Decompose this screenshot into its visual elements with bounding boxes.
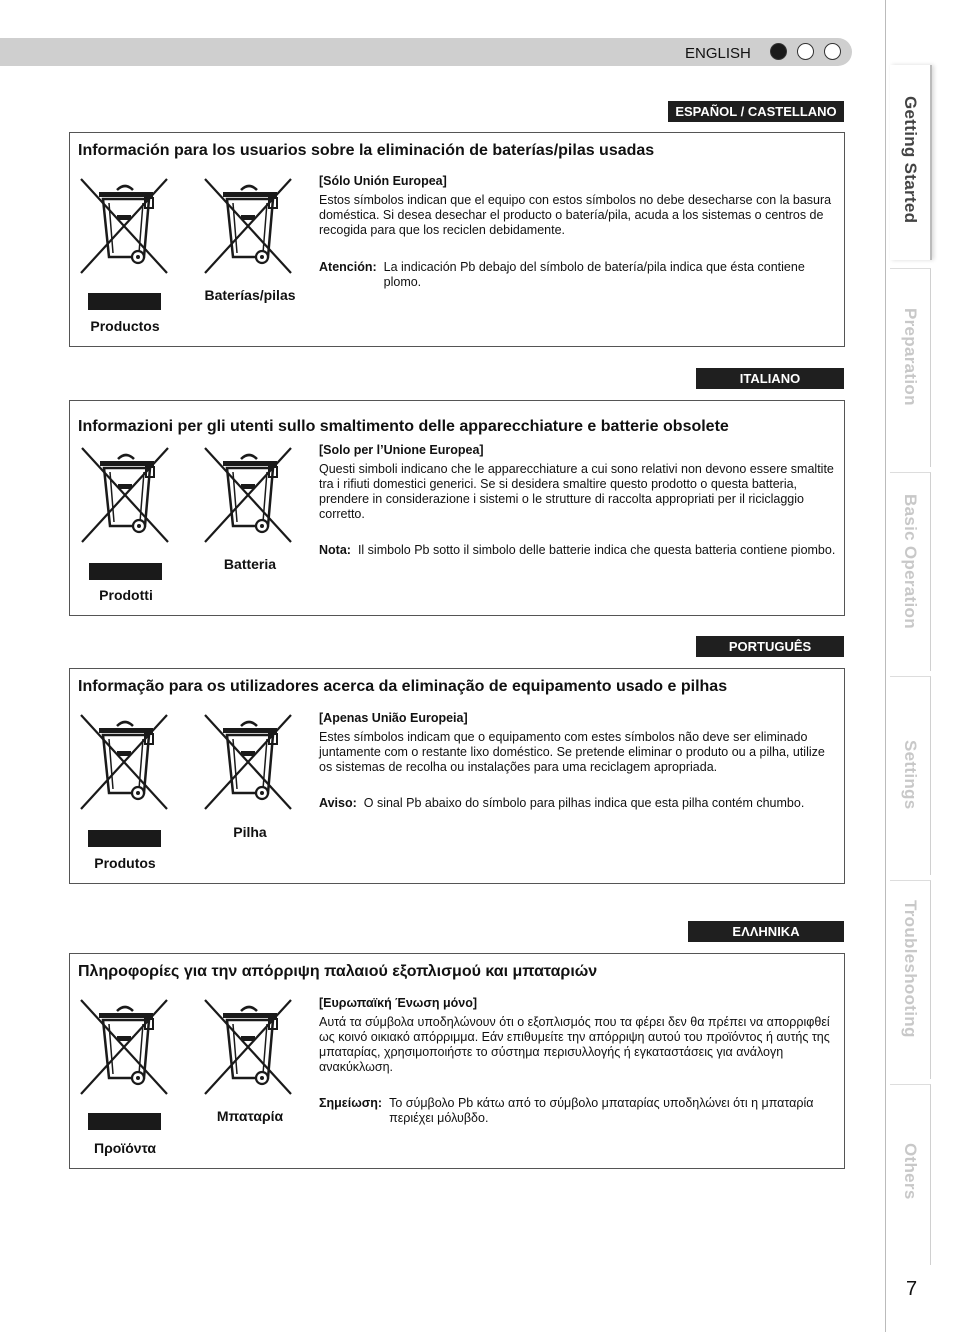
region-label: [Sólo Unión Europea] [319, 174, 447, 188]
section-note [319, 796, 839, 811]
language-tag-italian: ITALIANO [696, 368, 844, 389]
battery-label: Pilha [233, 824, 267, 840]
crossed-bin-battery-icon [203, 998, 295, 1096]
language-tag-portuguese: PORTUGUÊS [696, 636, 844, 657]
crossed-bin-product-icon [79, 713, 171, 811]
section-portuguese [69, 668, 845, 884]
language-tag-greek: ΕΛΛΗΝΙΚΑ [688, 921, 844, 942]
product-label: Productos [90, 318, 160, 334]
language-dot-empty-icon [797, 43, 814, 60]
product-label: Prodotti [99, 587, 153, 603]
section-title: Informação para os utilizadores acerca da eliminação de equipamento usado e pilhas [78, 678, 728, 695]
crossed-bin-product-icon [79, 177, 171, 275]
section-body: Estos símbolos indican que el equipo con estos símbolos no debe desecharse con la basura doméstica. Si desea desechar el producto o batería/pila, acuda a los sistemas o centros de recogida para que los reciclen debidamente. [319, 193, 832, 237]
tab-label-settings[interactable]: Settings [901, 740, 920, 810]
battery-label: Batteria [223, 556, 277, 572]
crossed-bin-battery-icon [203, 713, 295, 811]
section-body: Estes símbolos indicam que o equipamento com estes símbolos não deve ser eliminado juntamente com o restante lixo doméstico. Se pretende eliminar o produto ou a pilha, utilize os sistemas de recolha ou instalações para uma reciclagem apropriada. [319, 730, 825, 774]
tab-label-troubleshooting[interactable]: Troubleshooting [901, 900, 920, 1038]
section-italian [69, 400, 845, 616]
tab-label-others[interactable]: Others [901, 1143, 920, 1200]
section-spanish [69, 132, 845, 347]
language-label: ENGLISH [685, 45, 751, 62]
section-note [319, 260, 839, 290]
tab-label-basic-operation[interactable]: Basic Operation [901, 494, 920, 629]
section-body: Questi simboli indicano che le apparecchiature a cui sono relativi non devono essere smaltite tra i rifiuti domestici generici. Se si desidera smaltire questo prodotto o questa batteria, prendere in considerazione i sistemi o le strutture di raccolta appropriati per il riciclaggio corretto. [319, 462, 834, 521]
region-label: [Apenas União Europeia] [319, 711, 468, 725]
note-text: Το σύμβολο Pb κάτω από το σύμβολο μπαταρίας υποδηλώνει ότι η μπαταρία περιέχει μόλυβδο. [389, 1096, 814, 1125]
language-tag-spanish: ESPAÑOL / CASTELLANO [668, 101, 844, 122]
product-black-bar [88, 830, 161, 847]
note-label: Σημείωση: [319, 1096, 383, 1110]
note-text: La indicación Pb debajo del símbolo de batería/pila indica que ésta contiene plomo. [383, 260, 805, 289]
battery-label: Μπαταρία [216, 1108, 284, 1124]
section-note [319, 1096, 839, 1126]
region-label: [Solo per l’Unione Europea] [319, 443, 484, 457]
section-title: Πληροφορίες για την απόρριψη παλαιού εξοπλισμού και μπαταριών [78, 963, 598, 980]
note-text: O sinal Pb abaixo do símbolo para pilhas indica que esta pilha contém chumbo. [363, 796, 805, 810]
crossed-bin-battery-icon [203, 446, 295, 544]
note-label: Atención: [319, 260, 377, 274]
header-bar [0, 38, 852, 66]
product-label: Produtos [94, 855, 156, 871]
note-text: Il simbolo Pb sotto il simbolo delle batterie indica che questa batteria contiene piombo. [357, 543, 836, 557]
battery-label: Baterías/pilas [204, 287, 296, 303]
note-label: Aviso: [319, 796, 357, 810]
language-dot-filled-icon [770, 43, 787, 60]
crossed-bin-product-icon [79, 998, 171, 1096]
tab-label-preparation[interactable]: Preparation [901, 308, 920, 406]
tab-label-getting-started[interactable]: Getting Started [901, 96, 920, 224]
section-title: Información para los usuarios sobre la eliminación de baterías/pilas usadas [78, 142, 655, 159]
section-greek [69, 953, 845, 1169]
crossed-bin-product-icon [80, 446, 172, 544]
section-title: Informazioni per gli utenti sullo smaltimento delle apparecchiature e batterie obsolete [78, 418, 729, 435]
product-black-bar [89, 563, 162, 580]
note-label: Nota: [319, 543, 351, 557]
section-note [319, 543, 839, 558]
language-dot-empty-icon [824, 43, 841, 60]
product-black-bar [88, 293, 161, 310]
section-body: Αυτά τα σύμβολα υποδηλώνουν ότι ο εξοπλισμός που τα φέρει δεν θα πρέπει να απορριφθεί ως κοινό οικιακό απόρριμμα. Εάν επιθυμείτε την απόρριψη αυτού του προϊόντος ή αυτής της μπαταρίας, χρησιμοποιήστε το σύστημα περισυλλογής ή εγκαταστάσεις για ανάλογη ανακύκλωση. [319, 1015, 830, 1074]
product-black-bar [88, 1113, 161, 1130]
crossed-bin-battery-icon [203, 177, 295, 275]
page-number: 7 [906, 1278, 918, 1300]
region-label: [Ευρωπαϊκή Ένωση μόνο] [319, 996, 478, 1010]
product-label: Προϊόντα [93, 1140, 156, 1156]
